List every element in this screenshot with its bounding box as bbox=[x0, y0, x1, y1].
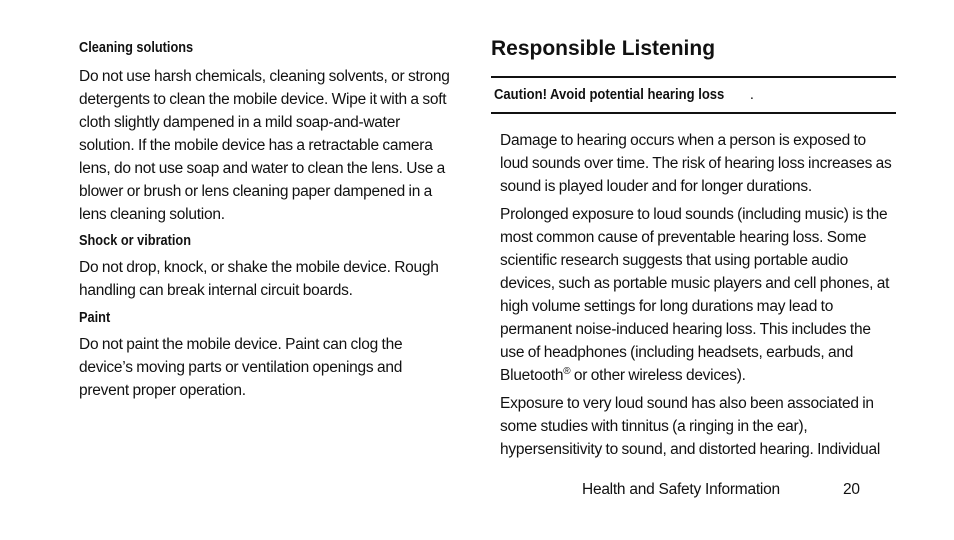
right-body bbox=[491, 129, 896, 461]
cleaning-solutions-text: Do not use harsh chemicals, cleaning solvents, or strong detergents to clean the mobile device. Wipe it with a soft cloth slightly dampened in a mild soap-and-water solution. If the mobile device has a retractable camera lens, do not use soap and water to clean the lens. Use a blower or brush or lens cleaning paper dampened in a lens cleaning solution. bbox=[79, 68, 450, 223]
shock-vibration-text: Do not drop, knock, or shake the mobile device. Rough handling can break internal circuit boards. bbox=[79, 259, 439, 299]
page-title: Responsible Listening bbox=[491, 37, 716, 60]
hearing-paragraph-2-start: Prolonged exposure to loud sounds (including music) is the most common cause of preventable hearing loss. Some scientific research suggests that using portable audio devices, such as portable music players and cell phones, at high volume settings for long durations may lead to permanent noise-induced hearing loss. This includes the use of headphones (including headsets, earbuds, and Bluetooth bbox=[500, 206, 890, 384]
paint-heading: Paint bbox=[79, 310, 111, 326]
page-number: 20 bbox=[843, 481, 860, 498]
footer-section-title: Health and Safety Information bbox=[582, 481, 780, 498]
caution-box bbox=[491, 76, 896, 114]
paint-text: Do not paint the mobile device. Paint can clog the device’s moving parts or ventilation openings and prevent proper operation. bbox=[79, 336, 403, 399]
hearing-paragraph-3: Exposure to very loud sound has also been associated in some studies with tinnitus (a ringing in the ear), hypersensitivity to sound, and distorted hearing. Individual bbox=[500, 395, 881, 458]
registered-mark: ® bbox=[563, 366, 571, 377]
shock-vibration-heading: Shock or vibration bbox=[79, 233, 192, 249]
hearing-paragraph-2 bbox=[500, 203, 896, 387]
hearing-paragraph-1: Damage to hearing occurs when a person is exposed to loud sounds over time. The risk of hearing loss increases as sound is played louder and for longer durations. bbox=[500, 132, 892, 195]
caution-period: . bbox=[749, 87, 754, 103]
left-column bbox=[79, 38, 454, 402]
hearing-paragraph-2-end: or other wireless devices). bbox=[570, 367, 746, 384]
cleaning-solutions-heading: Cleaning solutions bbox=[79, 40, 194, 56]
right-column bbox=[491, 36, 896, 461]
caution-label: Caution! Avoid potential hearing loss bbox=[494, 87, 725, 103]
